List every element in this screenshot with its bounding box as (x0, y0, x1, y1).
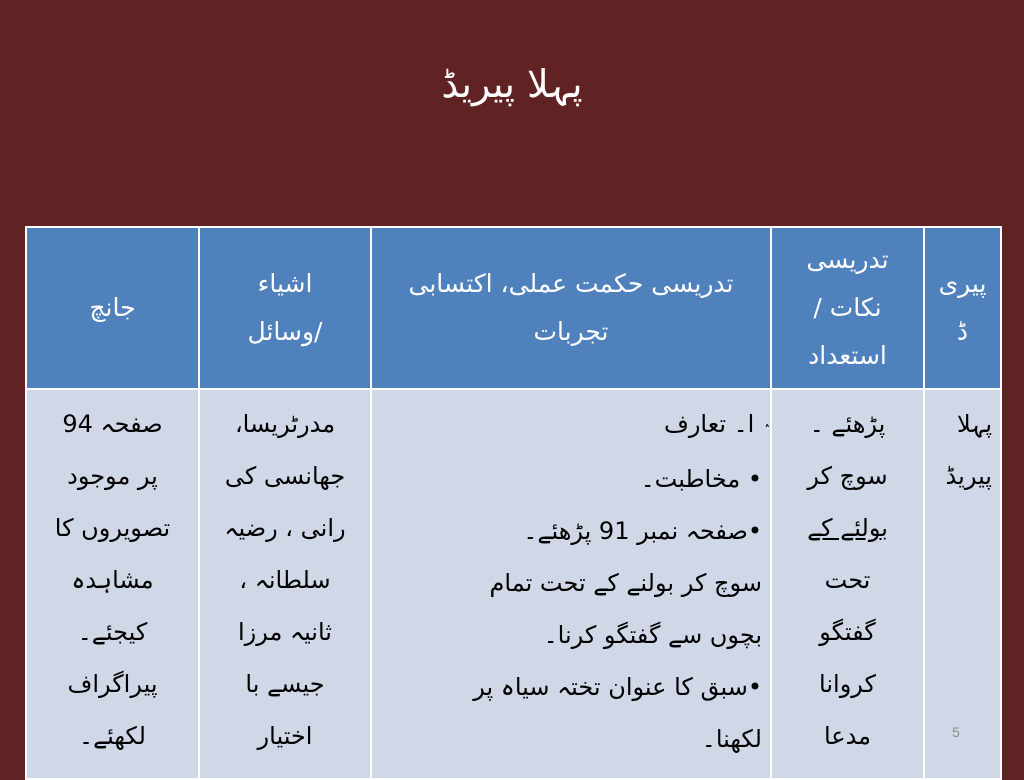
cell-materials-line: رانی ، رضیہ (224, 514, 346, 542)
header-assessment (26, 227, 199, 389)
header-materials (199, 227, 371, 389)
lesson-plan-table (25, 226, 1002, 780)
header-strategy-line-1: تدریسی حکمت عملی، اکتسابی (408, 269, 734, 298)
cell-points-line: پڑھئے ۔ (809, 410, 886, 438)
header-period-label: پیری ڈ (938, 269, 987, 346)
cell-assessment-line: تصویروں کا (54, 514, 171, 542)
strategy-line-text: ا۔ تعارف (663, 410, 755, 438)
strategy-line: • مخاطبت۔ (640, 465, 762, 493)
cell-points-line: سوچ کر (807, 462, 888, 490)
cell-period-line: پہلا (956, 410, 992, 438)
table-row (26, 389, 1001, 779)
header-points-line-1: تدریسی (806, 245, 889, 274)
cell-materials-line: جھانسی کی (224, 462, 346, 490)
strategy-line (380, 398, 762, 453)
strategy-line: •صفحہ نمبر 91 پڑھئے۔ (523, 517, 762, 545)
header-materials-line-1: اشیاء (257, 269, 313, 298)
cell-points-line: تحت (824, 566, 871, 594)
header-period (924, 227, 1001, 389)
header-assessment-label: جانچ (89, 293, 136, 322)
header-points-line-3: استعداد (808, 341, 887, 370)
header-strategy-line-2: تجربات (533, 317, 609, 346)
cell-materials-line: سلطانہ ، (239, 566, 331, 594)
cell-assessment-line: صفحہ 94 (62, 410, 163, 438)
strategy-line: •سبق کا عنوان تختہ سیاہ پر (473, 673, 762, 701)
cell-materials-line: مدرٹریسا، (234, 410, 336, 438)
header-materials-line-2: /وسائل (247, 317, 323, 346)
cell-teaching-points (771, 389, 924, 779)
cell-materials-line: ثانیہ مرزا (238, 618, 332, 646)
slide-title: پہلا پیریڈ (441, 62, 583, 106)
cell-period-line: پیریڈ (945, 462, 992, 490)
page-number: 5 (952, 724, 960, 740)
header-teaching-points (771, 227, 924, 389)
strategy-line: لکھنا۔ (701, 725, 762, 753)
cell-points-line: گفتگو (819, 618, 876, 646)
cell-materials (199, 389, 371, 779)
table-header-row (26, 227, 1001, 389)
cell-points-line: بولئے کے (807, 514, 888, 542)
strategy-line: بچوں سے گفتگو کرنا۔ (543, 621, 762, 649)
cell-points-line: مدعا (823, 722, 872, 750)
cell-assessment-line: پیراگراف (67, 670, 158, 698)
cell-materials-line: جیسے با (245, 670, 325, 698)
cell-teaching-strategy (371, 389, 771, 779)
cell-assessment-line: پر موجود (67, 462, 158, 490)
cell-assessment (26, 389, 199, 779)
cell-period (924, 389, 1001, 779)
strategy-line: سوچ کر بولنے کے تحت تمام (489, 569, 762, 597)
header-points-line-2: نکات / (813, 293, 882, 322)
cell-materials-line: اختیار (257, 722, 313, 750)
cell-assessment-line: لکھئے۔ (79, 722, 146, 750)
cell-points-line: کروانا (819, 670, 876, 698)
cell-assessment-line: مشاہدہ (71, 566, 154, 594)
header-teaching-strategy (371, 227, 771, 389)
cell-assessment-line: کیجئے۔ (77, 618, 148, 646)
